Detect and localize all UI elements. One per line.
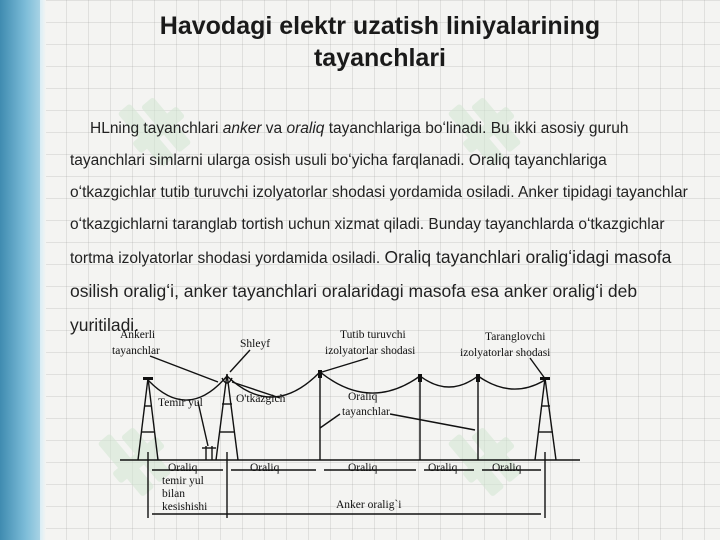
suspension-insulator: [318, 370, 322, 378]
tension-insulator: [143, 377, 153, 380]
body-paragraph: [70, 113, 690, 343]
slide-title-line-1: Havodagi elektr uzatish liniyalarining: [159, 12, 601, 40]
label-span-2: Oraliq: [250, 462, 280, 474]
label-shleyf: Shleyf: [240, 338, 271, 350]
side-decoration-band: [0, 0, 46, 540]
label-otkazgich: O'tkazgich: [236, 393, 286, 405]
label-taranglovchi: Taranglovchi: [485, 331, 546, 343]
anchor-tower-left: [138, 378, 158, 460]
body-text-start: HLning tayanchlari: [90, 120, 223, 137]
label-tayanchlar: tayanchlar: [112, 345, 160, 357]
label-ankerli: Ankerli: [120, 329, 156, 341]
label-taranglovchi-shodasi: izolyatorlar shodasi: [460, 347, 551, 359]
label-oraliq-tayanchlar-1: Oraliq: [348, 391, 378, 403]
label-tutib-turuvchi: Tutib turuvchi: [340, 329, 406, 341]
label-span-4: Oraliq: [428, 462, 458, 474]
tension-insulator: [540, 377, 550, 380]
label-span-5: Oraliq: [492, 462, 522, 474]
power-line-diagram: [100, 322, 600, 522]
label-kesish-3: kesishishi: [162, 501, 208, 513]
suspension-insulator: [418, 374, 422, 382]
label-span-1: Oraliq: [168, 462, 198, 474]
conductor-line: [148, 372, 545, 400]
label-span-3: Oraliq: [348, 462, 378, 474]
label-oraliq-tayanchlar-2: tayanchlar: [342, 406, 390, 418]
slide-title: [60, 10, 700, 74]
slide-title-line-2: tayanchlari: [313, 44, 446, 72]
anchor-tower-second: [216, 374, 238, 460]
label-tutib-shodasi: izolyatorlar shodasi: [325, 345, 416, 357]
anchor-tower-right: [535, 378, 556, 460]
body-text-va: va: [261, 120, 287, 137]
body-term-anker: anker: [222, 120, 262, 137]
body-text-rest: tayanchlariga boʻlinadi. Bu ikki asosiy guruh tayanchlari simlarni ularga osish usuli boʻyicha farqlanadi. Oraliq tayanchlariga oʻtkazgichlar tutib turuvchi izolyatorlar shodasi yordamida osiladi. Anker tipidagi tayanchlar oʻtkazgichlarni taranglab tortish uchun xizmat qiladi. Bunday tayanchlarda oʻtkazgichlar tortma izolyatorlar shodasi yordamida osiladi.: [70, 120, 688, 267]
label-kesish-1: temir yul: [162, 475, 204, 487]
body-text-large: Oraliq tayanchlari oraligʻidagi masofa osilish oraligʻi, anker tayanchlari oralaridagi masofa esa anker oraligʻi deb yuritiladi.: [70, 247, 672, 335]
railway-symbol: [202, 446, 216, 460]
label-temir-yul: Temir yul: [158, 397, 203, 409]
body-term-oraliq: oraliq: [286, 120, 325, 137]
label-kesish-2: bilan: [162, 488, 185, 500]
label-anker-oraligi: Anker oralig`i: [336, 499, 402, 511]
suspension-insulator: [476, 374, 480, 382]
